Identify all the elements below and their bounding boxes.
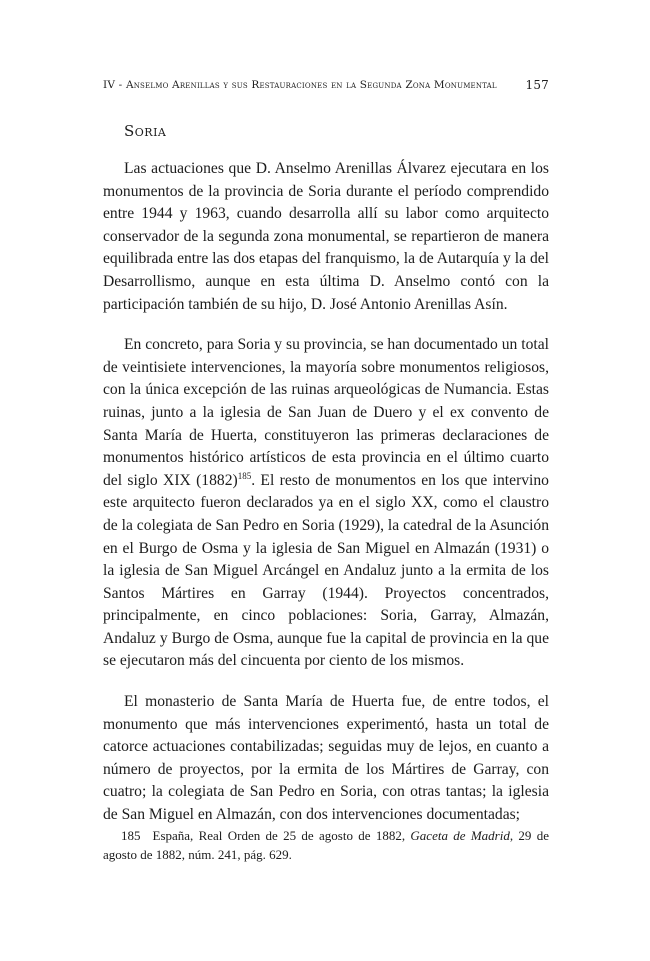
footnote-reference[interactable]: 185 [237, 470, 252, 481]
footnote [103, 826, 549, 864]
running-header [103, 78, 549, 92]
footnote-text-before: España, Real Orden de 25 de agosto de 1882, [152, 828, 406, 843]
body-text [103, 158, 549, 845]
page-number: 157 [525, 78, 549, 92]
footnote-journal-title: Gaceta de Madrid [410, 828, 510, 843]
footnote-text-after: , 29 de agosto de 1882, núm. 241, pág. 629. [103, 828, 549, 862]
section-title: Soria [124, 122, 167, 140]
paragraph-1: Las actuaciones que D. Anselmo Arenillas Álvarez ejecutara en los monumentos de la provincia de Soria durante el período comprendido entre 1944 y 1963, cuando desarrolla allí su labor como arquitecto conservador de la segunda zona monumental, se repartieron de manera equilibrada entre las dos etapas del franquismo, la de Autarquía y la del Desarrollismo, aunque en esta última D. Anselmo contó con la participación también de su hijo, D. José Antonio Arenillas Asín. [103, 160, 549, 313]
paragraph-3: El monasterio de Santa María de Huerta fue, de entre todos, el monumento que más intervenciones experimentó, hasta un total de catorce actuaciones contabilizadas; seguidas muy de lejos, en cuanto a número de proyectos, por la ermita de los Mártires de Garray, con cuatro; la colegiata de San Pedro en Soria, con otras tantas; la iglesia de San Miguel en Almazán, con dos intervenciones documentadas; [103, 693, 549, 824]
paragraph-2-text-before: En concreto, para Soria y su provincia, se han documentado un total de veintisiete intervenciones, la mayoría sobre monumentos religiosos, con la única excepción de las ruinas arqueológicas de Numancia. Estas ruinas, junto a la iglesia de San Juan de Duero y el ex convento de Santa María de Huerta, constituyeron las primeras declaraciones de monumentos histórico artísticos de esta provincia en el último cuarto del siglo XIX (1882) [103, 336, 549, 489]
running-title: IV - Anselmo Arenillas y sus Restauraciones en la Segunda Zona Monumental [103, 79, 497, 91]
paragraph-2-text-after: . El resto de monumentos en los que intervino este arquitecto fueron declarados ya en el siglo XX, como el claustro de la colegiata de San Pedro en Soria (1929), la catedral de la Asunción en el Burgo de Osma y la iglesia de San Miguel en Almazán (1931) o la iglesia de San Miguel Arcángel en Andaluz junto a la ermita de los Santos Mártires en Garray (1944). Proyectos concentrados, principalmente, en cinco poblaciones: Soria, Garray, Almazán, Andaluz y Burgo de Osma, aunque fue la capital de provincia en la que se ejecutaron más del cincuenta por ciento de los mismos. [103, 471, 549, 670]
footnote-number: 185 [121, 828, 141, 843]
paragraph-2 [103, 334, 549, 673]
